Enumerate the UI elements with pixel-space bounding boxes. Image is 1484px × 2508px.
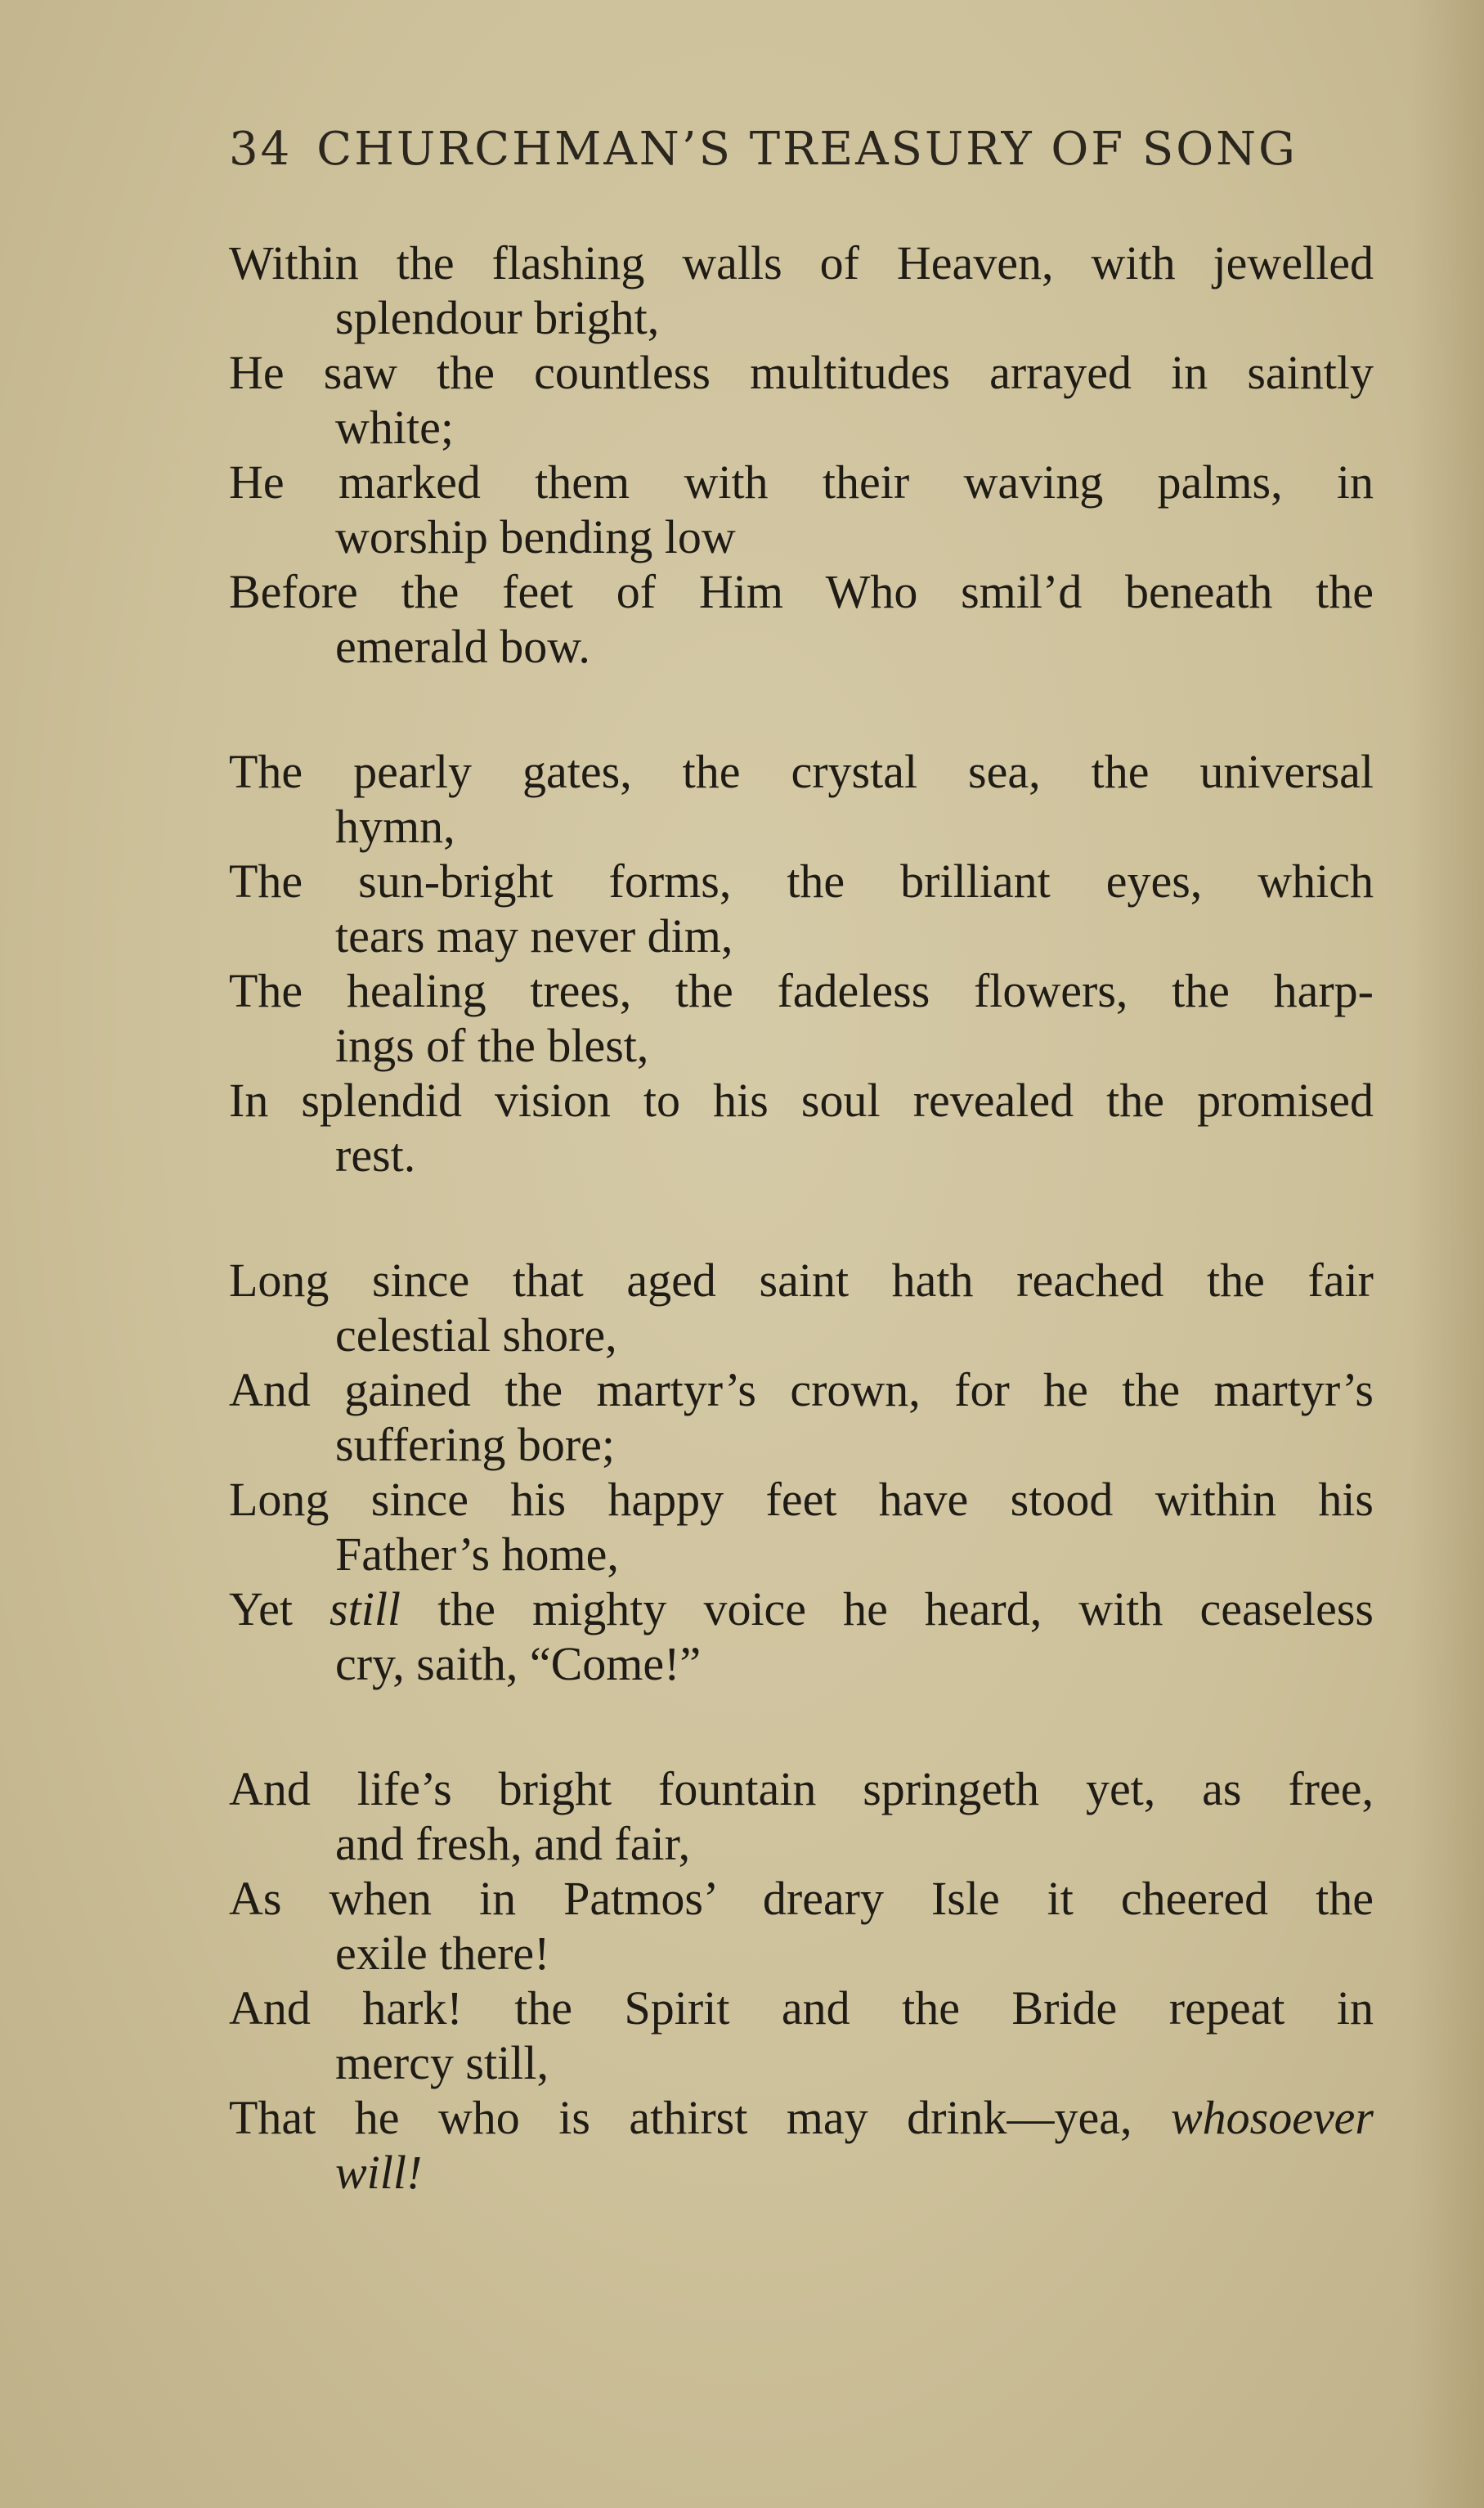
- line-text: Long since that aged saint hath reached the fair: [229, 1254, 1374, 1307]
- stanza: [229, 1253, 1374, 1691]
- line-turnover: emerald bow.: [335, 620, 590, 673]
- line-text: As when in Patmos’ dreary Isle it cheered the: [229, 1872, 1374, 1925]
- line-text: Long since his happy feet have stood within his: [229, 1473, 1374, 1526]
- running-head: [229, 123, 1374, 176]
- line-text-post: the mighty voice he heard, with ceaseless: [401, 1582, 1374, 1635]
- line-text: Within the flashing walls of Heaven, with jewelled: [229, 236, 1374, 289]
- verse-line: [229, 963, 1374, 1073]
- line-turnover: hymn,: [335, 800, 455, 853]
- line-turnover: celestial shore,: [335, 1308, 617, 1362]
- italic-word: still: [330, 1582, 401, 1635]
- line-text-pre: Yet: [229, 1582, 330, 1635]
- italic-word: whosoever: [1170, 2091, 1374, 2144]
- line-turnover: ings of the blest,: [335, 1019, 649, 1072]
- verse-line: [229, 1582, 1374, 1691]
- line-text: Before the feet of Him Who smil’d beneath the: [229, 565, 1374, 618]
- verse-line: [229, 744, 1374, 854]
- verse-line: [229, 455, 1374, 564]
- line-text: And gained the martyr’s crown, for he the martyr’s: [229, 1363, 1374, 1416]
- verse-line: [229, 1871, 1374, 1981]
- line-turnover: exile there!: [335, 1927, 550, 1980]
- verse-line: [229, 1981, 1374, 2090]
- verse-line: [229, 1073, 1374, 1182]
- verse-line: [229, 1761, 1374, 1871]
- italic-word: will!: [335, 2146, 423, 2199]
- line-text: And life’s bright fountain springeth yet, as free,: [229, 1762, 1374, 1815]
- line-turnover: [229, 2145, 1374, 2200]
- line-text: In splendid vision to his soul revealed the promised: [229, 1074, 1374, 1127]
- stanza: [229, 236, 1374, 674]
- line-turnover: worship bending low: [335, 510, 736, 563]
- poem-body: [229, 236, 1374, 2270]
- verse-line: [229, 236, 1374, 345]
- line-text: He saw the countless multitudes arrayed in saintly: [229, 346, 1374, 399]
- verse-line: [229, 1253, 1374, 1362]
- verse-line: [229, 2090, 1374, 2200]
- stanza: [229, 744, 1374, 1182]
- line-text-pre: That he who is athirst may drink—yea,: [229, 2091, 1171, 2144]
- line-turnover: rest.: [335, 1128, 416, 1182]
- running-title: CHURCHMAN’S TREASURY OF SONG: [316, 123, 1298, 176]
- line-text: The pearly gates, the crystal sea, the universal: [229, 745, 1374, 798]
- line-turnover: mercy still,: [335, 2036, 549, 2089]
- line-turnover: splendour bright,: [335, 291, 660, 344]
- verse-line: [229, 564, 1374, 674]
- line-text: [229, 2090, 1374, 2145]
- line-turnover: and fresh, and fair,: [335, 1817, 691, 1870]
- stanza: [229, 1761, 1374, 2200]
- line-text: The sun-bright forms, the brilliant eyes, which: [229, 855, 1374, 908]
- verse-line: [229, 1362, 1374, 1472]
- line-text: [229, 1582, 1374, 1636]
- verse-line: [229, 1472, 1374, 1582]
- verse-line: [229, 854, 1374, 963]
- line-text: He marked them with their waving palms, in: [229, 455, 1374, 509]
- line-turnover: white;: [335, 401, 454, 454]
- page-number: 34: [229, 123, 293, 176]
- line-text: The healing trees, the fadeless flowers, the harp-: [229, 964, 1374, 1017]
- line-turnover: cry, saith, “Come!”: [335, 1637, 702, 1690]
- line-turnover: suffering bore;: [335, 1418, 615, 1471]
- verse-line: [229, 345, 1374, 455]
- line-turnover: Father’s home,: [335, 1528, 619, 1581]
- line-turnover: tears may never dim,: [335, 909, 733, 962]
- line-text: And hark! the Spirit and the Bride repeat in: [229, 1981, 1374, 2035]
